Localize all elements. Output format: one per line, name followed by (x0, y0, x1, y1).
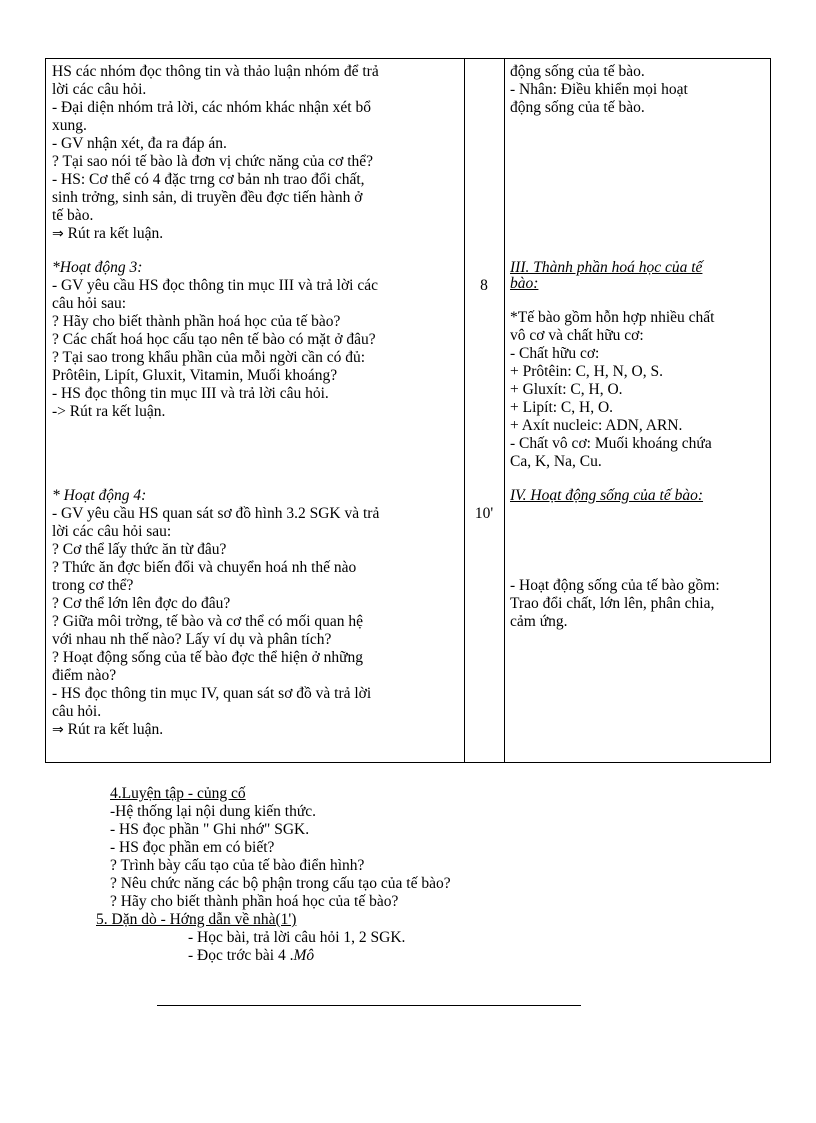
text-line: - Chất vô cơ: Muối khoáng chứa (510, 435, 712, 452)
text-line: ? Cơ thể lấy thức ăn từ đâu? (52, 541, 227, 558)
text-line: - Chất hữu cơ: (510, 345, 600, 362)
text-line: - HS đọc phần " Ghi nhớ" SGK. (110, 821, 310, 838)
text-line: ? Hoạt động sống của tế bào đợc thể hiện ở những (52, 649, 364, 666)
text-line: - Học bài, trả lời câu hỏi 1, 2 SGK. (188, 929, 406, 946)
arrow-icon: ⇒ (52, 722, 64, 738)
text-line: - GV yêu cầu HS đọc thông tin mục III và trả lời các (52, 277, 378, 294)
text-line: Prôtêin, Lipít, Gluxit, Vitamin, Muối khoáng? (52, 367, 338, 384)
text-line: ? Nêu chức năng các bộ phận trong cấu tạo của tế bào? (110, 875, 451, 892)
text-line: + Lipít: C, H, O. (510, 399, 614, 416)
time-value: 8 (480, 277, 488, 294)
text-line: - GV nhận xét, đa ra đáp án. (52, 135, 227, 152)
text-line: ? Thức ăn đợc biến đổi và chuyển hoá nh thế nào (52, 559, 357, 576)
conclusion-line (52, 721, 163, 740)
text-line: - HS: Cơ thể có 4 đặc trng cơ bản nh trao đổi chất, (52, 171, 365, 188)
text-line: tế bào. (52, 207, 94, 224)
section-heading: III. Thành phần hoá học của tế (510, 259, 703, 276)
column-divider (504, 59, 505, 762)
text-line: HS các nhóm đọc thông tin và thảo luận nhóm để trả (52, 63, 379, 80)
text-line: động sống của tế bào. (510, 99, 645, 116)
conclusion-line (52, 225, 163, 244)
column-divider (464, 59, 465, 762)
text-line: + Axít nucleic: ADN, ARN. (510, 417, 683, 434)
time-value: 10' (474, 505, 494, 522)
activity-heading: *Hoạt động 3: (52, 259, 143, 276)
lesson-table (45, 58, 771, 763)
text-line: *Tế bào gồm hỗn hợp nhiều chất (510, 309, 715, 326)
text-line: - GV yêu cầu HS quan sát sơ đồ hình 3.2 SGK và trả (52, 505, 380, 522)
text-line: ? Các chất hoá học cấu tạo nên tế bào có mặt ở đâu? (52, 331, 376, 348)
text-line: câu hỏi sau: (52, 295, 127, 312)
text-line: - Hoạt động sống của tế bào gồm: (510, 577, 720, 594)
text-line: - Đại diện nhóm trả lời, các nhóm khác nhận xét bổ (52, 99, 371, 116)
text-line: ? Trình bày cấu tạo của tế bào điển hình? (110, 857, 365, 874)
text-line: - HS đọc thông tin mục III và trả lời câu hỏi. (52, 385, 329, 402)
text-line: vô cơ và chất hữu cơ: (510, 327, 644, 344)
divider-line (157, 1005, 581, 1006)
text-line: ? Hãy cho biết thành phần hoá học của tế bào? (110, 893, 399, 910)
text-line: động sống của tế bào. (510, 63, 645, 80)
text-line: ? Cơ thể lớn lên đợc do đâu? (52, 595, 231, 612)
text-line: ? Giữa môi trờng, tế bào và cơ thể có mối quan hệ (52, 613, 364, 630)
text-line: câu hỏi. (52, 703, 102, 720)
section-heading: IV. Hoạt động sống của tế bào: (510, 487, 704, 504)
text-line: - Đọc trớc bài 4 . (188, 947, 294, 964)
text-line: Rút ra kết luận. (67, 721, 164, 738)
italic-word: Mô (293, 947, 315, 964)
text-line: ? Hãy cho biết thành phần hoá học của tế bào? (52, 313, 341, 330)
text-line: - HS đọc phần em có biết? (110, 839, 275, 856)
text-line: điểm nào? (52, 667, 117, 684)
section-4-title: 4.Luyện tập - củng cố (110, 785, 246, 802)
text-line: Ca, K, Na, Cu. (510, 453, 602, 470)
text-line: cảm ứng. (510, 613, 568, 630)
text-line: ? Tại sao trong khẩu phần của mỗi ngời cần có đủ: (52, 349, 366, 366)
text-line: sinh trởng, sinh sản, di truyền đều đợc tiến hành ở (52, 189, 363, 206)
text-line: + Prôtêin: C, H, N, O, S. (510, 363, 663, 380)
text-line: xung. (52, 117, 87, 134)
text-line: + Gluxít: C, H, O. (510, 381, 623, 398)
text-line: - HS đọc thông tin mục IV, quan sát sơ đồ và trả lời (52, 685, 372, 702)
text-line: lời các câu hỏi. (52, 81, 147, 98)
text-line: lời các câu hỏi sau: (52, 523, 172, 540)
text-line: với nhau nh thế nào? Lấy ví dụ và phân tích? (52, 631, 332, 648)
text-line: -> Rút ra kết luận. (52, 403, 166, 420)
text-line: trong cơ thể? (52, 577, 134, 594)
section-heading: bào: (510, 275, 539, 292)
text-line: Trao đổi chất, lớn lên, phân chia, (510, 595, 715, 612)
arrow-icon: ⇒ (52, 226, 64, 242)
text-line: ? Tại sao nói tế bào là đơn vị chức năng của cơ thể? (52, 153, 374, 170)
text-line: - Nhân: Điều khiển mọi hoạt (510, 81, 688, 98)
text-line: -Hệ thống lại nội dung kiến thức. (110, 803, 316, 820)
text-line (188, 947, 314, 965)
section-5-title: 5. Dặn dò - Hớng dẫn về nhà(1') (96, 911, 297, 928)
activity-heading: * Hoạt động 4: (52, 487, 147, 504)
text-line: Rút ra kết luận. (67, 225, 164, 242)
